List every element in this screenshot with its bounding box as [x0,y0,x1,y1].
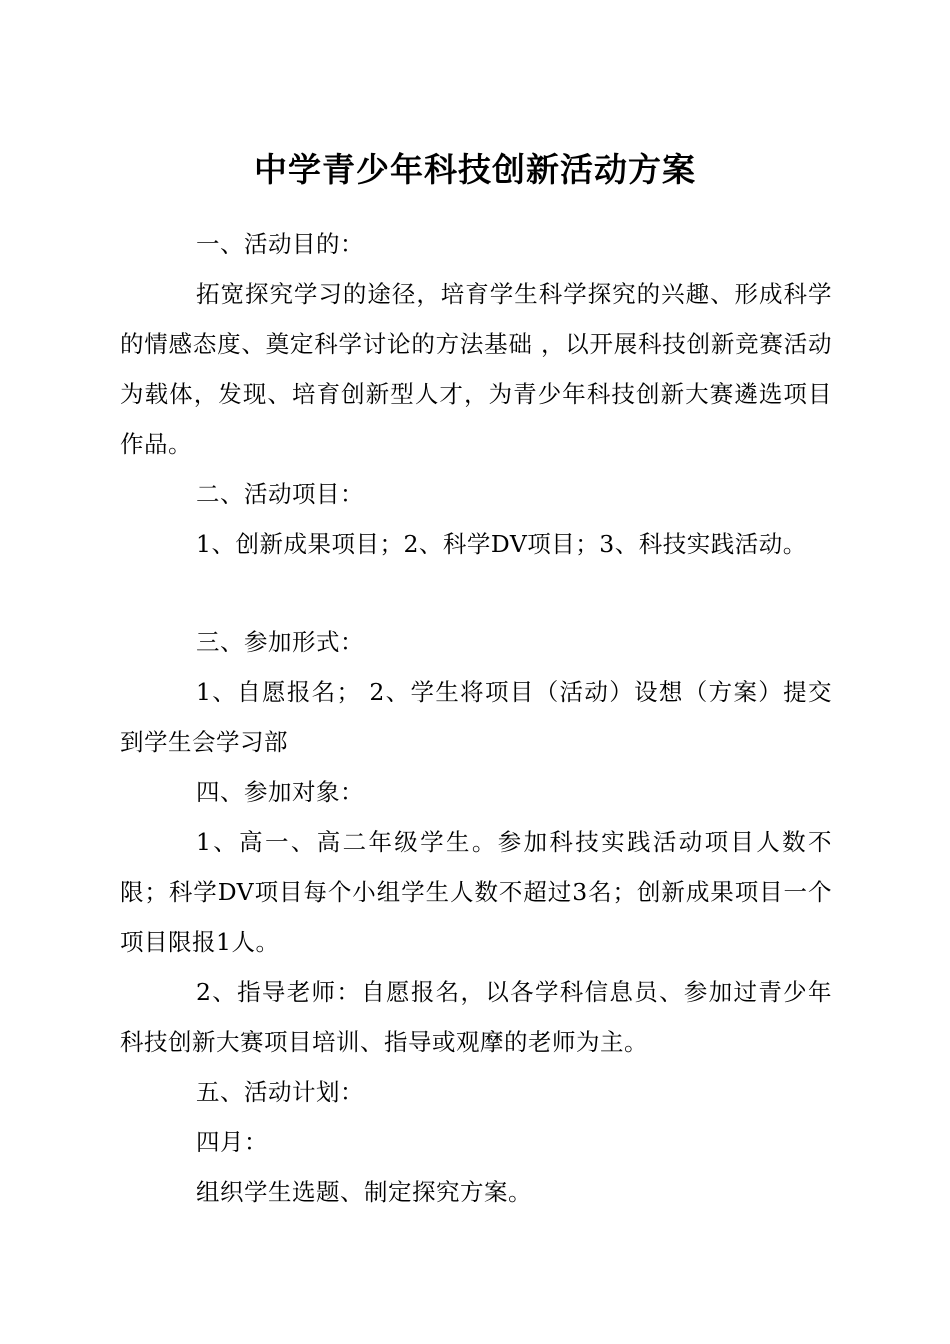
document-title: 中学青少年科技创新活动方案 [254,150,696,189]
heading-participants: 四、参加对象： [196,778,364,806]
heading-purpose: 一、活动目的： [196,230,364,258]
paragraph-participants-teachers: 2、指导老师：自愿报名，以各学科信息员、参加过青少年科技创新大赛项目培训、指导或观摩的老师为主。 [120,978,832,1056]
paragraph-projects: 1、创新成果项目；2、科学DV项目；3、科技实践活动。 [196,530,807,558]
paragraph-purpose: 拓宽探究学习的途径，培育学生科学探究的兴趣、形成科学的情感态度、奠定科学讨论的方法基础 ，以开展科技创新竞赛活动为载体，发现、培育创新型人才，为青少年科技创新大赛遴选项目作品。 [120,280,832,458]
plan-april-task: 组织学生选题、制定探究方案。 [196,1178,532,1206]
heading-projects: 二、活动项目： [196,480,364,508]
plan-month-april: 四月： [196,1128,268,1156]
heading-participation-form: 三、参加形式： [196,628,364,656]
paragraph-participants-students: 1、高一、高二年级学生。参加科技实践活动项目人数不限；科学DV项目每个小组学生人数不超过3名；创新成果项目一个项目限报1人。 [120,828,832,956]
heading-activity-plan: 五、活动计划： [196,1078,364,1106]
paragraph-participation-form: 1、自愿报名； 2、学生将项目（活动）设想（方案）提交到学生会学习部 [120,678,832,756]
